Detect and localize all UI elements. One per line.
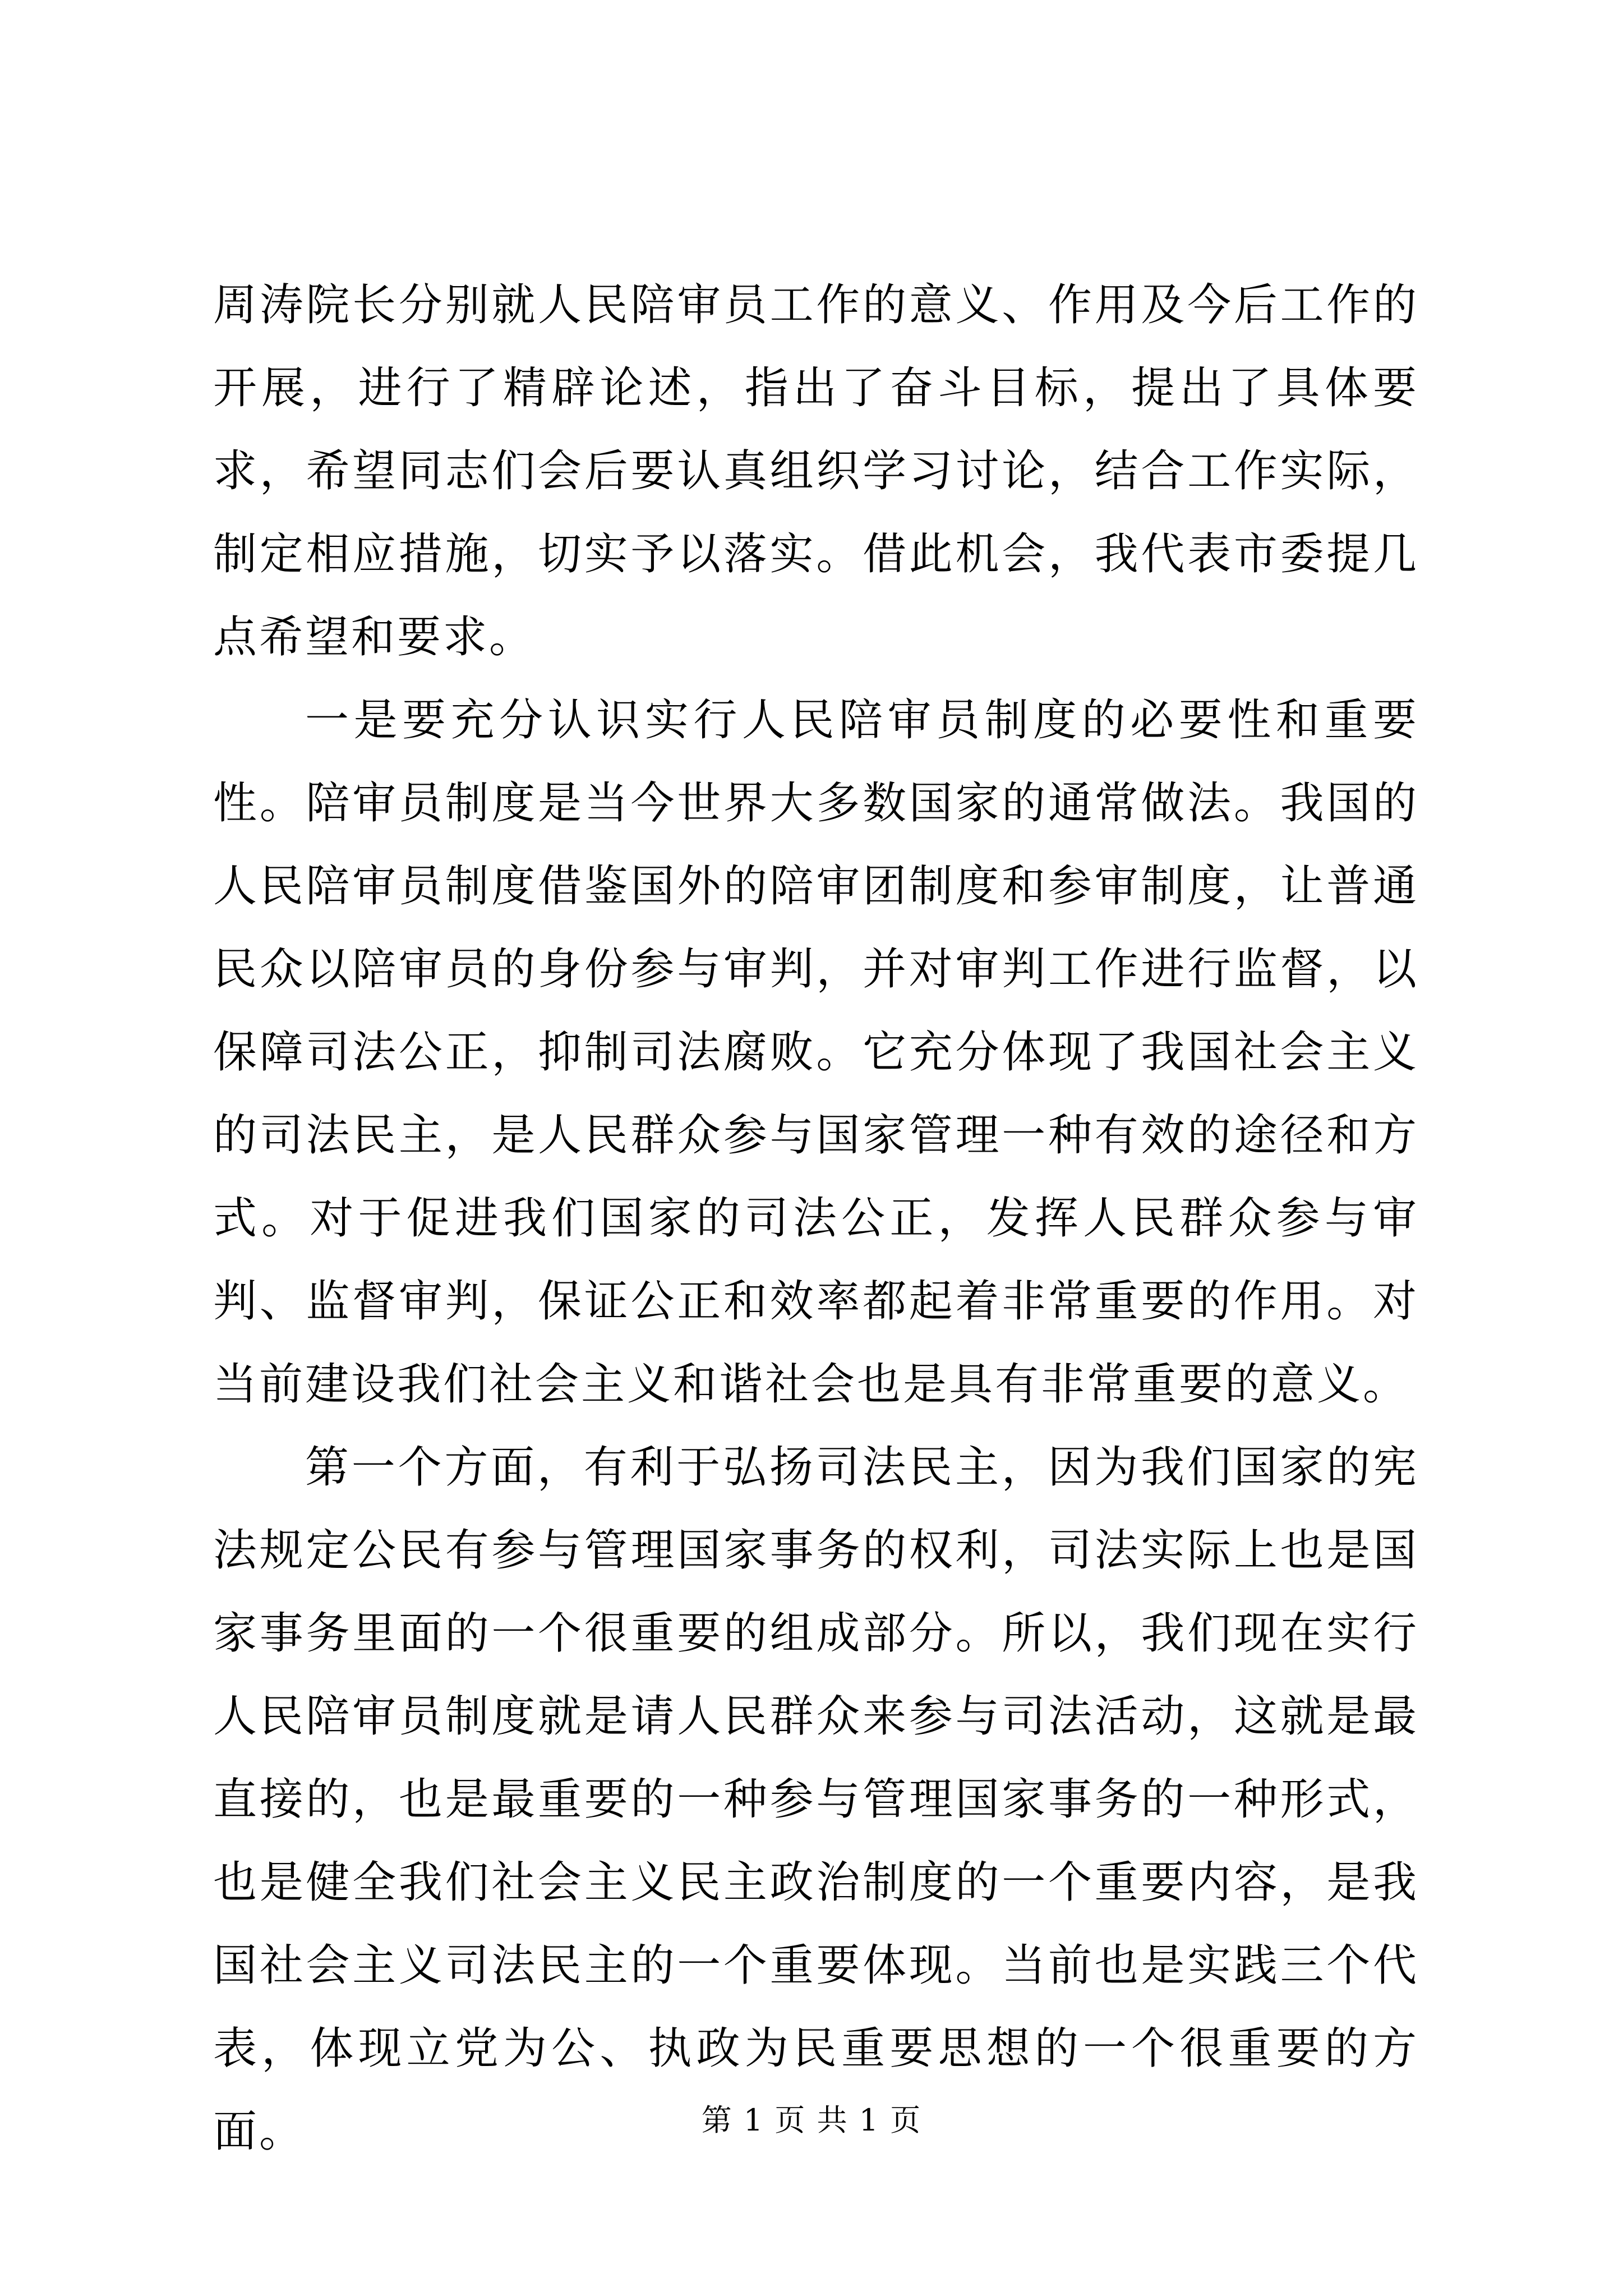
paragraph-3: 第一个方面，有利于弘扬司法民主，因为我们国家的宪法规定公民有参与管理国家事务的权利，司法实际上也是国家事务里面的一个很重要的组成部分。所以，我们现在实行人民陪审员制度就是请人民群众来参与司法活动，这就是最直接的，也是最重要的一种参与管理国家事务的一种形式，也是健全我们社会主义民主政治制度的一个重要内容，是我国社会主义司法民主的一个重要体现。当前也是实践三个代表，体现立党为公、执政为民重要思想的一个很重要的方面。	[213, 1442, 1419, 2157]
paragraph-2: 一是要充分认识实行人民陪审员制度的必要性和重要性。陪审员制度是当今世界大多数国家的通常做法。我国的人民陪审员制度借鉴国外的陪审团制度和参审制度，让普通民众以陪审员的身份参与审判，并对审判工作进行监督，以保障司法公正，抑制司法腐败。它充分体现了我国社会主义的司法民主，是人民群众参与国家管理一种有效的途径和方式。对于促进我们国家的司法公正，发挥人民群众参与审判、监督审判，保证公正和效率都起着非常重要的作用。对当前建设我们社会主义和谐社会也是具有非常重要的意义。	[213, 695, 1419, 1410]
paragraph-1: 周涛院长分别就人民陪审员工作的意义、作用及今后工作的开展，进行了精辟论述，指出了奋斗目标，提出了具体要求，希望同志们会后要认真组织学习讨论，结合工作实际，制定相应措施，切实予以落实。借此机会，我代表市委提几点希望和要求。	[213, 280, 1419, 662]
document-body	[213, 264, 1419, 2173]
page-footer: 第 1 页 共 1 页	[701, 2102, 922, 2138]
